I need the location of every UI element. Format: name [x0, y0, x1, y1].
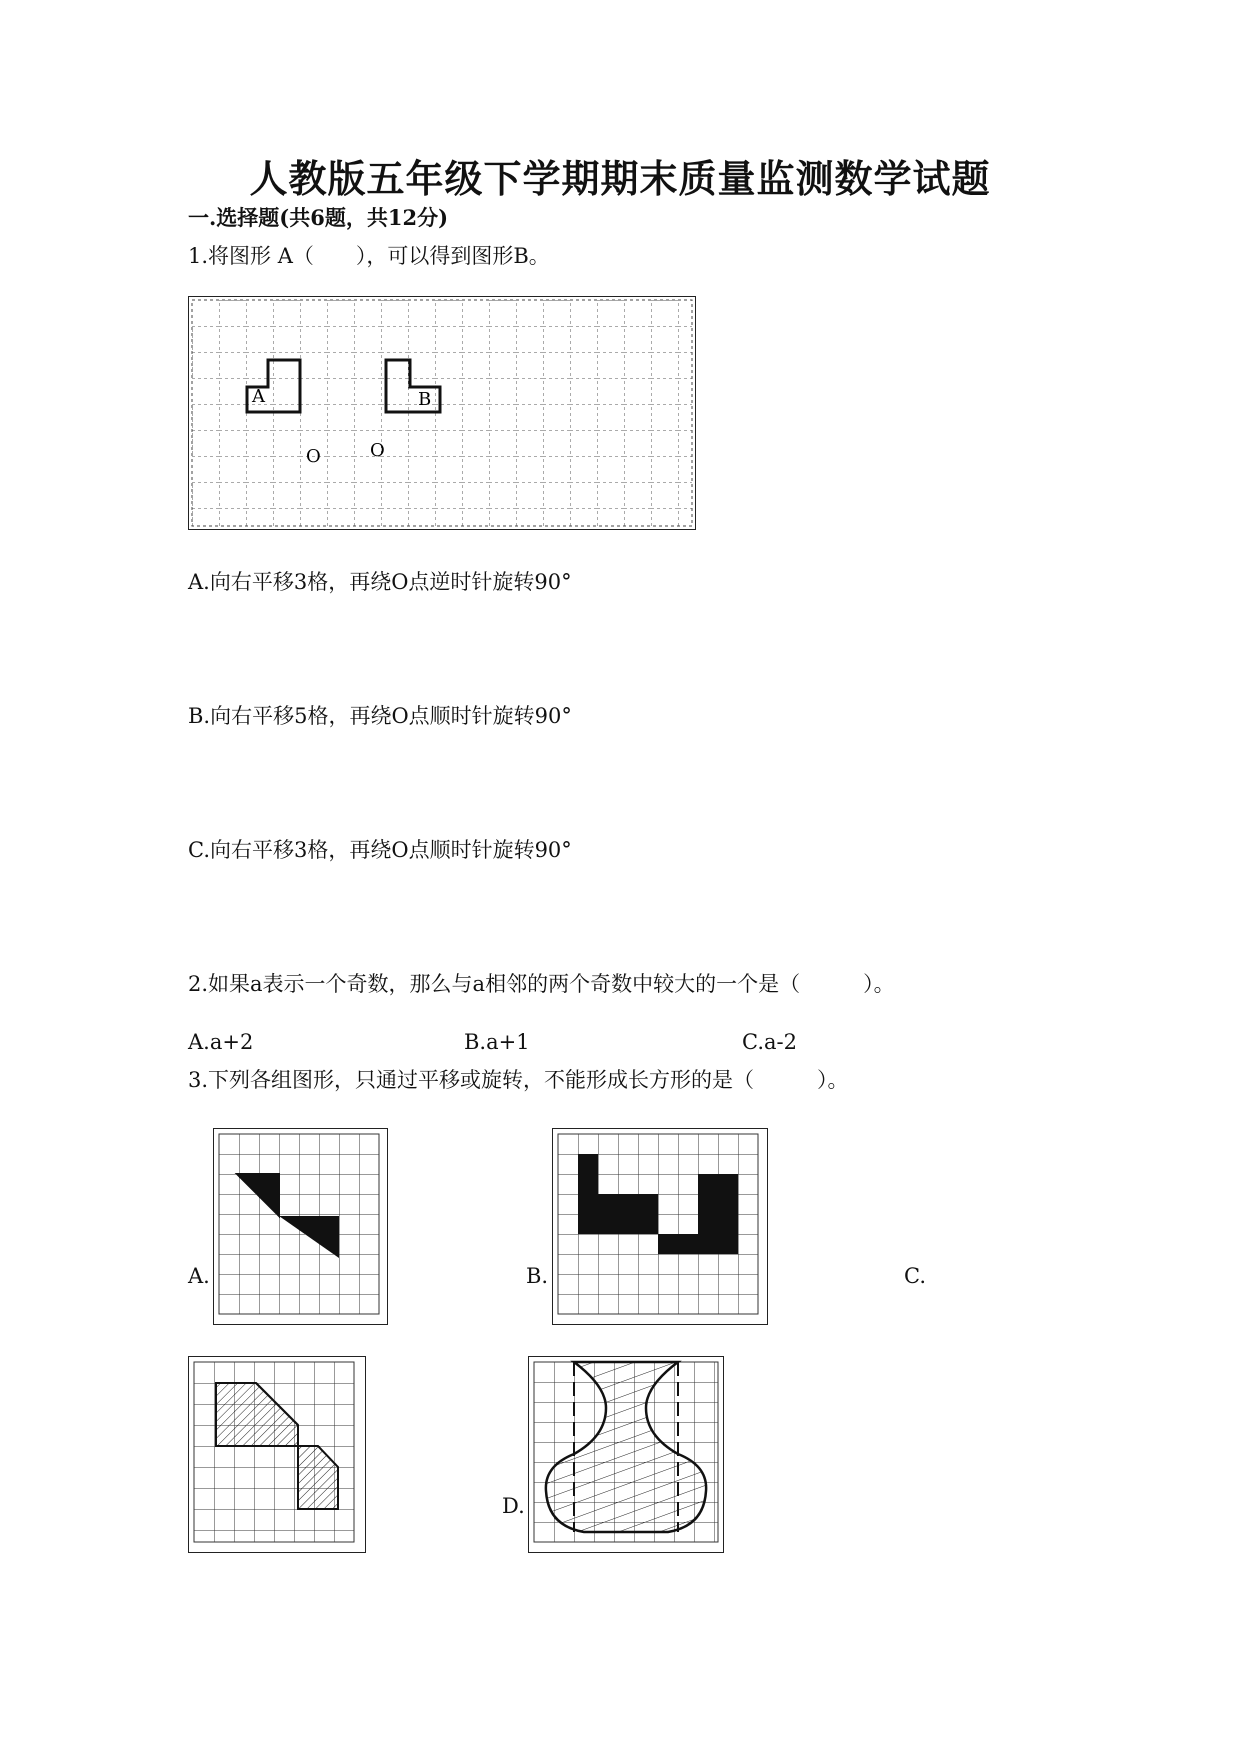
- q2-option-a[interactable]: A.a+2: [188, 1030, 254, 1054]
- q3-figure-c: [188, 1356, 366, 1553]
- q3-option-b-label[interactable]: B.: [526, 1264, 549, 1288]
- q3-option-c-label[interactable]: C.: [904, 1264, 926, 1288]
- q2-option-c[interactable]: C.a-2: [742, 1030, 797, 1054]
- q1-grid-figure: [188, 296, 696, 530]
- section-heading: 一.选择题(共6题，共12分): [188, 205, 449, 230]
- q1-option-b[interactable]: B.向右平移5格，再绕O点顺时针旋转90°: [188, 704, 572, 728]
- question-3-stem: 3.下列各组图形，只通过平移或旋转，不能形成长方形的是（ ）。: [188, 1068, 849, 1092]
- q2-option-b[interactable]: B.a+1: [464, 1030, 530, 1054]
- q3-figure-b: [552, 1128, 768, 1325]
- q3-option-a-label[interactable]: A.: [188, 1264, 210, 1288]
- label-o2: O: [370, 440, 385, 461]
- label-b: B: [418, 389, 432, 410]
- q3-figure-d: [528, 1356, 724, 1553]
- label-o1: O: [306, 446, 321, 467]
- q3-option-d-label[interactable]: D.: [502, 1494, 525, 1518]
- q1-option-c[interactable]: C.向右平移3格，再绕O点顺时针旋转90°: [188, 838, 572, 862]
- question-1-stem: 1.将图形 A（ ），可以得到图形B。: [188, 244, 550, 268]
- label-a: A: [252, 386, 265, 407]
- q1-option-a[interactable]: A.向右平移3格，再绕O点逆时针旋转90°: [188, 570, 572, 594]
- q3-figure-a: [213, 1128, 388, 1325]
- question-2-stem: 2.如果a表示一个奇数，那么与a相邻的两个奇数中较大的一个是（ ）。: [188, 972, 895, 996]
- page-title: 人教版五年级下学期期末质量监测数学试题: [249, 156, 991, 201]
